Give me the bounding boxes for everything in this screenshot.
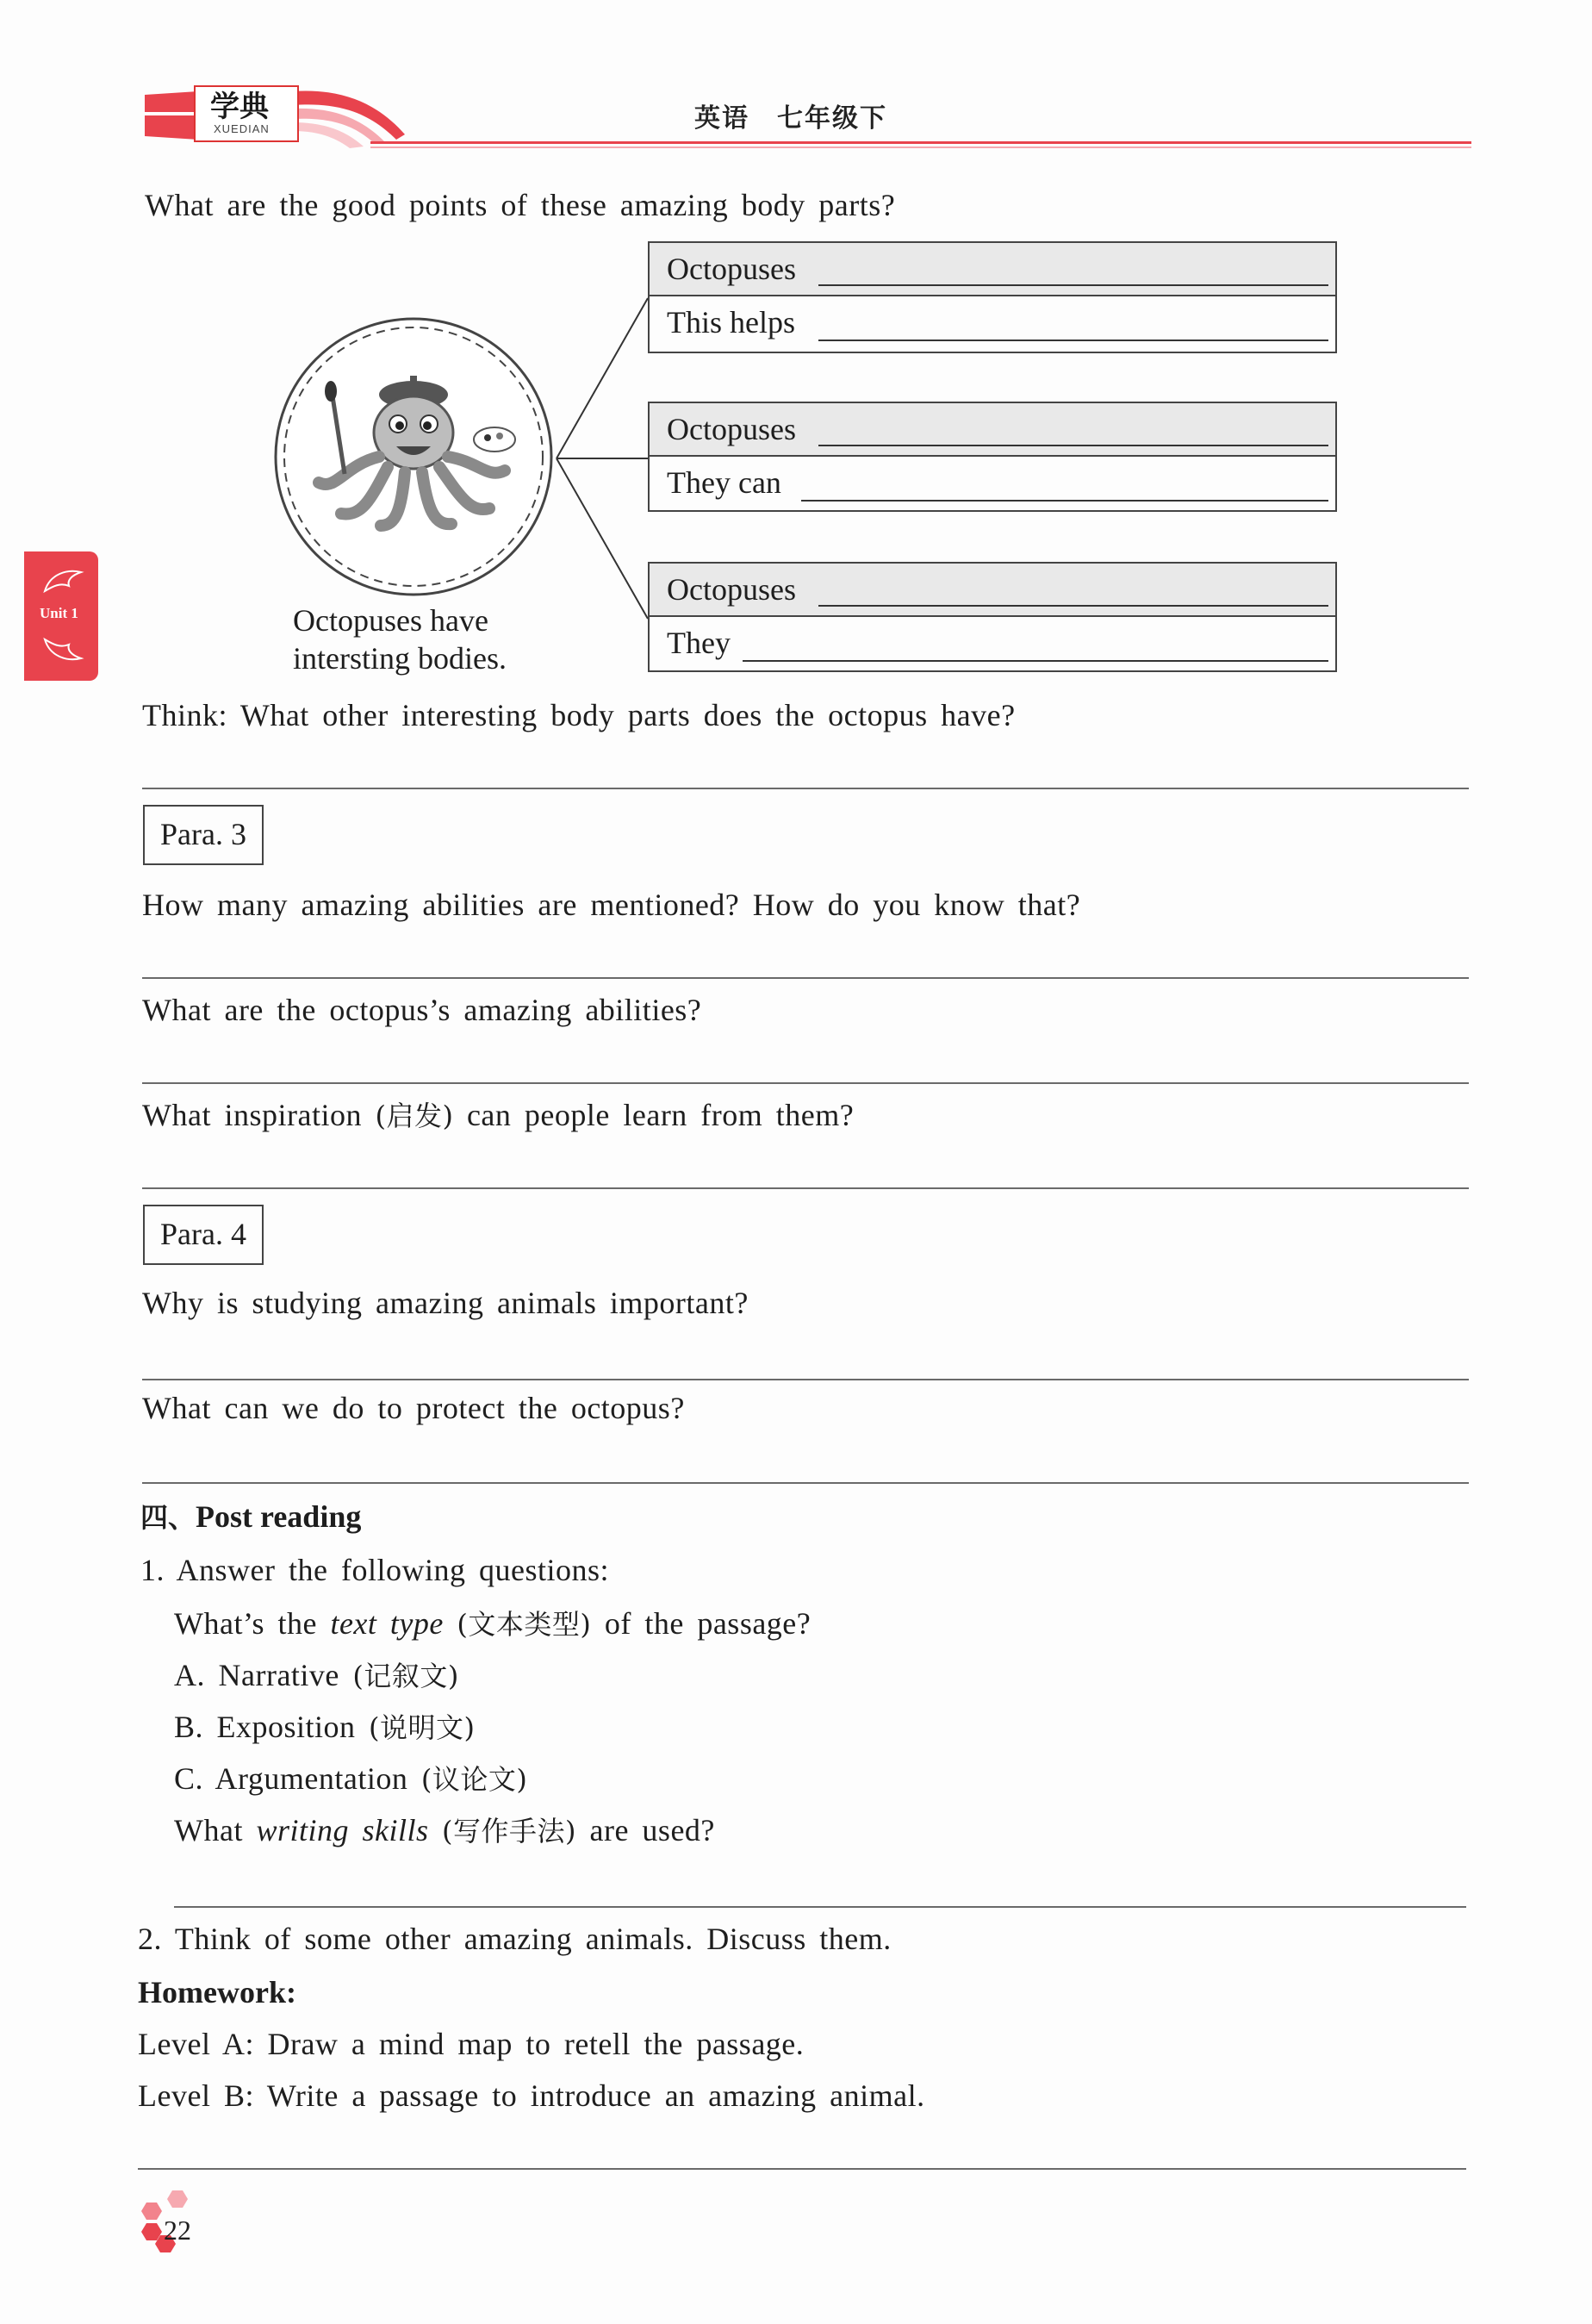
writing-skills-cn: (写作手法): [442, 1815, 576, 1847]
box-1-top-blank[interactable]: [818, 284, 1328, 286]
box-3-bottom-row: [650, 617, 1335, 670]
octopus-caption-line1: Octopuses have: [293, 603, 488, 638]
box-2-bottom-blank[interactable]: [801, 500, 1328, 502]
para3-answer-line-1[interactable]: [142, 977, 1469, 979]
writing-skills-pre: What: [174, 1813, 243, 1847]
para4-answer-line-1[interactable]: [142, 1379, 1469, 1380]
homework-answer-line[interactable]: [138, 2168, 1466, 2170]
octopus-illustration: [267, 310, 560, 603]
para3-q3-cn: (启发): [375, 1100, 454, 1132]
logo-english: XUEDIAN: [214, 122, 270, 135]
option-c[interactable]: [174, 1760, 527, 1798]
writing-skills-post: are used?: [589, 1813, 715, 1847]
homework-level-a: Level A: Draw a mind map to retell the passage.: [138, 2027, 805, 2061]
post-reading-heading-en: Post reading: [196, 1499, 362, 1534]
text-type-post: of the passage?: [604, 1606, 812, 1641]
post-reading-item-2: 2. Think of some other amazing animals. Discuss them.: [138, 1922, 892, 1956]
header-title: 英语 七年级下: [694, 103, 887, 134]
box-1-bottom-label: This helps: [667, 305, 795, 340]
box-2-bottom-label: They can: [667, 465, 781, 500]
box-3-top-label: Octopuses: [667, 572, 796, 607]
box-2-top-blank[interactable]: [818, 445, 1328, 446]
para3-answer-line-3[interactable]: [142, 1187, 1469, 1189]
think-answer-line[interactable]: [142, 788, 1469, 789]
option-a[interactable]: [174, 1656, 459, 1695]
para3-answer-line-2[interactable]: [142, 1082, 1469, 1084]
post-reading-item-1: 1. Answer the following questions:: [140, 1553, 609, 1587]
box-2-bottom-row: [650, 457, 1335, 510]
para3-question-1: How many amazing abilities are mentioned? How do you know that?: [142, 888, 1081, 922]
writing-skills-term: writing skills: [256, 1813, 429, 1847]
para3-question-3: [142, 1096, 854, 1135]
body-part-box-1: [648, 241, 1337, 353]
connector-lines: [551, 293, 655, 638]
box-3-bottom-label: They: [667, 626, 731, 660]
octopus-caption-line2: intersting bodies.: [293, 641, 507, 676]
option-b-label: B. Exposition: [174, 1710, 356, 1744]
para3-label: Para. 3: [143, 805, 264, 865]
page-number: 22: [164, 2215, 191, 2246]
box-1-top-label: Octopuses: [667, 252, 796, 286]
para3-q3-post: can people learn from them?: [466, 1098, 855, 1132]
unit-label: Unit 1: [40, 605, 78, 621]
body-parts-question: What are the good points of these amazing body parts?: [145, 188, 896, 222]
box-1-top-row: [650, 243, 1335, 296]
writing-skills-question: [174, 1811, 715, 1850]
wing-top-icon: [41, 565, 84, 596]
box-3-bottom-blank[interactable]: [743, 660, 1328, 662]
para4-question-1: Why is studying amazing animals important?: [142, 1286, 749, 1320]
text-type-question: [174, 1604, 811, 1643]
option-c-label: C. Argumentation: [174, 1761, 408, 1796]
post-reading-heading: [140, 1498, 361, 1536]
option-c-cn: (议论文): [420, 1763, 528, 1796]
logo-chinese: 学典: [210, 90, 269, 124]
homework-heading: Homework:: [138, 1975, 296, 2009]
box-3-top-blank[interactable]: [818, 605, 1328, 607]
para3-question-2: What are the octopus’s amazing abilities?: [142, 993, 702, 1027]
think-question: Think: What other interesting body parts does the octopus have?: [142, 698, 1016, 732]
text-type-term: text type: [330, 1606, 444, 1641]
option-b-cn: (说明文): [369, 1711, 476, 1744]
box-1-bottom-blank[interactable]: [818, 340, 1328, 341]
box-2-top-label: Octopuses: [667, 412, 796, 446]
option-b[interactable]: [174, 1708, 476, 1747]
unit-side-tab[interactable]: [24, 551, 98, 681]
homework-level-b: Level B: Write a passage to introduce an amazing animal.: [138, 2078, 925, 2113]
para4-answer-line-2[interactable]: [142, 1482, 1469, 1484]
body-part-box-2: [648, 402, 1337, 512]
box-3-top-row: [650, 564, 1335, 617]
text-type-cn: (文本类型): [457, 1608, 592, 1641]
option-a-label: A. Narrative: [174, 1658, 339, 1692]
body-part-box-3: [648, 562, 1337, 672]
option-a-cn: (记叙文): [352, 1660, 459, 1692]
post-reading-heading-cn: 四、: [140, 1501, 196, 1534]
writing-skills-answer-line[interactable]: [174, 1906, 1466, 1908]
wing-bottom-icon: [41, 634, 84, 665]
text-type-pre: What’s the: [174, 1606, 317, 1641]
para4-question-2: What can we do to protect the octopus?: [142, 1391, 685, 1425]
box-1-bottom-row: [650, 296, 1335, 352]
box-2-top-row: [650, 403, 1335, 457]
para3-q3-pre: What inspiration: [142, 1098, 362, 1132]
para4-label: Para. 4: [143, 1205, 264, 1265]
